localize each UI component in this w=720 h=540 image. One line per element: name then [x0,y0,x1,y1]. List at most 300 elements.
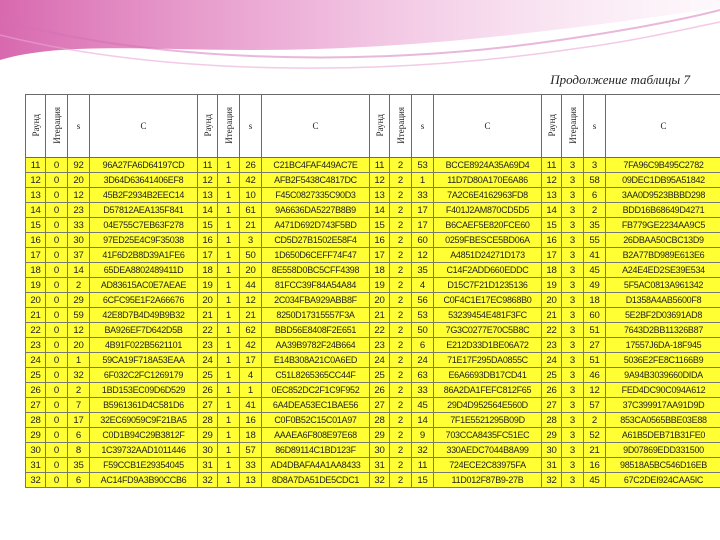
round-cell: 29 [542,428,562,443]
c-cell: FB779GE2234AA9C5 [606,218,720,233]
round-cell: 26 [542,383,562,398]
c-cell: 7643D2BB11326B87 [606,323,720,338]
round-cell: 32 [26,473,46,488]
s-cell: 17 [412,203,434,218]
iteration-cell: 0 [46,308,68,323]
s-cell: 2 [68,383,90,398]
s-cell: 50 [240,248,262,263]
iteration-cell: 2 [390,398,412,413]
s-cell: 59 [68,308,90,323]
table-row [26,278,720,293]
iteration-cell: 0 [46,188,68,203]
iteration-cell: 1 [218,338,240,353]
s-cell: 56 [412,293,434,308]
table-row [26,308,720,323]
s-cell: 51 [584,353,606,368]
s-cell: 30 [68,233,90,248]
iteration-cell: 0 [46,278,68,293]
round-header-label: Раунд [202,113,213,137]
round-cell: 16 [198,233,218,248]
iteration-cell: 2 [390,443,412,458]
iteration-cell: 2 [390,293,412,308]
round-cell: 23 [26,338,46,353]
round-header-1 [26,95,46,158]
iteration-cell: 2 [390,368,412,383]
data-table-container [25,94,707,518]
c-cell: 5E2BF2D03691AD8 [606,308,720,323]
s-cell: 41 [240,398,262,413]
iteration-cell: 2 [390,383,412,398]
iteration-cell: 1 [218,263,240,278]
iteration-cell: 2 [390,323,412,338]
round-cell: 27 [542,398,562,413]
iteration-cell: 2 [390,308,412,323]
iteration-header-label: Итерация [395,106,406,144]
round-cell: 22 [198,323,218,338]
iteration-cell: 0 [46,458,68,473]
c-cell: 37C399917AA91D9D [606,398,720,413]
s-cell: 2 [68,278,90,293]
iteration-cell: 1 [218,293,240,308]
round-cell: 21 [26,308,46,323]
round-cell: 32 [370,473,390,488]
iteration-cell: 3 [562,203,584,218]
iteration-cell: 3 [562,353,584,368]
s-cell: 13 [240,473,262,488]
s-cell: 21 [240,308,262,323]
round-cell: 30 [542,443,562,458]
c-cell: 41F6D2B8D39A1FE6 [90,248,198,263]
s-cell: 37 [68,248,90,263]
round-cell: 25 [370,368,390,383]
c-cell: C21BC4FAF449AC7E [262,158,370,173]
s-cell: 9 [412,428,434,443]
round-cell: 23 [198,338,218,353]
s-cell: 17 [68,413,90,428]
round-cell: 21 [542,308,562,323]
c-cell: A61B5DEB71B31FE0 [606,428,720,443]
s-cell: 8 [68,443,90,458]
table-row [26,218,720,233]
s-cell: 4 [412,278,434,293]
s-cell: 92 [68,158,90,173]
iteration-cell: 2 [390,233,412,248]
round-cell: 31 [198,458,218,473]
round-cell: 15 [370,218,390,233]
iteration-cell: 1 [218,248,240,263]
table-row [26,353,720,368]
table-row [26,173,720,188]
iteration-cell: 0 [46,353,68,368]
iteration-cell: 1 [218,158,240,173]
round-cell: 25 [542,368,562,383]
c-cell: AD4DBAFA4A1AA8433 [262,458,370,473]
c-cell: 6A4DEA53EC1BAE56 [262,398,370,413]
round-cell: 22 [370,323,390,338]
table-caption: Продолжение таблицы 7 [550,72,690,87]
iteration-cell: 1 [218,443,240,458]
c-cell: 11D012F87B9-27B [434,473,542,488]
iteration-cell: 3 [562,458,584,473]
round-cell: 23 [370,338,390,353]
c-cell: 04E755C7EB63F278 [90,218,198,233]
round-cell: 14 [198,203,218,218]
table-header-row [26,95,720,158]
c-cell: 0259FBESCE5BD06A [434,233,542,248]
c-cell: 71E17F295DA0855C [434,353,542,368]
iteration-cell: 3 [562,308,584,323]
iteration-cell: 3 [562,398,584,413]
round-cell: 24 [26,353,46,368]
round-cell: 12 [542,173,562,188]
s-cell: 27 [584,338,606,353]
round-cell: 19 [370,278,390,293]
c-cell: 0EC852DC2F1C9F952 [262,383,370,398]
iteration-cell: 0 [46,218,68,233]
s-cell: 44 [240,278,262,293]
table-row [26,368,720,383]
round-cell: 16 [542,233,562,248]
round-cell: 22 [26,323,46,338]
iteration-cell: 3 [562,248,584,263]
round-cell: 16 [26,233,46,248]
s-cell: 17 [240,353,262,368]
s-cell: 63 [412,368,434,383]
round-cell: 27 [198,398,218,413]
round-cell: 11 [26,158,46,173]
round-cell: 23 [542,338,562,353]
s-cell: 4 [240,368,262,383]
s-cell: 42 [240,338,262,353]
iteration-header-1 [46,95,68,158]
c-cell: 853CA0565BBE03E88 [606,413,720,428]
iteration-header-label: Итерация [567,106,578,144]
iteration-cell: 3 [562,383,584,398]
table-row [26,413,720,428]
round-cell: 27 [26,398,46,413]
iteration-cell: 0 [46,413,68,428]
s-cell: 49 [584,278,606,293]
s-cell: 35 [412,263,434,278]
c-cell: C0F0B52C15C01A97 [262,413,370,428]
c-cell: 724ECE2C83975FA [434,458,542,473]
table-row [26,443,720,458]
s-cell: 29 [68,293,90,308]
iteration-cell: 1 [218,413,240,428]
round-cell: 18 [370,263,390,278]
round-cell: 19 [26,278,46,293]
round-cell: 12 [370,173,390,188]
iteration-cell: 0 [46,293,68,308]
iteration-cell: 1 [218,188,240,203]
c-header-1: C [90,95,198,158]
round-cell: 13 [370,188,390,203]
s-cell: 16 [240,413,262,428]
iteration-cell: 0 [46,323,68,338]
s-cell: 50 [412,323,434,338]
s-cell: 20 [68,338,90,353]
c-cell: 53239454E481F3FC [434,308,542,323]
round-cell: 13 [198,188,218,203]
s-cell: 60 [584,308,606,323]
c-cell: AC14FD9A3B90CCB6 [90,473,198,488]
c-cell: A24E4ED2SE39E534 [606,263,720,278]
round-cell: 28 [370,413,390,428]
iteration-cell: 3 [562,188,584,203]
iteration-cell: 0 [46,338,68,353]
s-cell: 55 [584,233,606,248]
iteration-header-3 [390,95,412,158]
c-cell: A471D692D743F5BD [262,218,370,233]
round-cell: 13 [26,188,46,203]
s-cell: 60 [412,233,434,248]
c-header-3: C [434,95,542,158]
s-cell: 45 [584,473,606,488]
iteration-cell: 2 [390,173,412,188]
s-cell: 42 [240,173,262,188]
iteration-cell: 0 [46,248,68,263]
iteration-cell: 3 [562,338,584,353]
round-cell: 17 [542,248,562,263]
c-cell: 1C39732AAD1011446 [90,443,198,458]
iteration-cell: 2 [390,413,412,428]
c-cell: AA39B9782F24B664 [262,338,370,353]
s-cell: 3 [240,233,262,248]
round-cell: 30 [26,443,46,458]
round-cell: 13 [542,188,562,203]
s-cell: 32 [412,443,434,458]
round-cell: 24 [198,353,218,368]
s-cell: 20 [68,173,90,188]
s-cell: 33 [412,188,434,203]
c-cell: 703CCA8435FC51EC [434,428,542,443]
iteration-cell: 1 [218,218,240,233]
s-cell: 53 [412,308,434,323]
iteration-cell: 3 [562,428,584,443]
s-header-3: s [412,95,434,158]
s-cell: 20 [240,263,262,278]
round-cell: 26 [26,383,46,398]
s-cell: 21 [240,218,262,233]
s-cell: 57 [240,443,262,458]
s-cell: 10 [240,188,262,203]
s-cell: 12 [412,248,434,263]
s-cell: 15 [412,473,434,488]
c-cell: 8E558D0BC5CFF4398 [262,263,370,278]
c-cell: A4851D24271D173 [434,248,542,263]
c-cell: D15C7F21D1235136 [434,278,542,293]
round-cell: 29 [370,428,390,443]
iteration-cell: 3 [562,218,584,233]
c-cell: C0D1B94C29B3812F [90,428,198,443]
s-cell: 6 [68,473,90,488]
table-row [26,203,720,218]
s-cell: 14 [68,263,90,278]
table-row [26,473,720,488]
c-cell: 96A27FA6D64197CD [90,158,198,173]
c-cell: 45B2F2934B2EEC14 [90,188,198,203]
round-cell: 28 [26,413,46,428]
iteration-cell: 1 [218,428,240,443]
c-cell: C51L8265365CC44F [262,368,370,383]
table-row [26,323,720,338]
iteration-cell: 0 [46,368,68,383]
iteration-cell: 3 [562,323,584,338]
iteration-cell: 0 [46,383,68,398]
s-cell: 3 [584,158,606,173]
c-cell: 65DEA8802489411D [90,263,198,278]
iteration-cell: 0 [46,173,68,188]
s-cell: 45 [584,263,606,278]
round-cell: 30 [198,443,218,458]
s-cell: 18 [584,293,606,308]
s-cell: 17 [412,218,434,233]
table-row [26,458,720,473]
s-cell: 2 [584,413,606,428]
iteration-cell: 2 [390,188,412,203]
s-cell: 35 [584,218,606,233]
round-cell: 11 [370,158,390,173]
c-cell: D57812AEA135F841 [90,203,198,218]
iteration-cell: 0 [46,233,68,248]
c-cell: CD5D27B1502E58F4 [262,233,370,248]
round-cell: 19 [198,278,218,293]
s-cell: 7 [68,398,90,413]
s-cell: 1 [68,353,90,368]
c-cell: 26DBAA50CBC13D9 [606,233,720,248]
s-cell: 52 [584,428,606,443]
c-cell: 9A6636DA5227B8B9 [262,203,370,218]
iteration-cell: 3 [562,413,584,428]
s-cell: 14 [412,413,434,428]
s-cell: 46 [584,368,606,383]
round-header-4 [542,95,562,158]
round-cell: 22 [542,323,562,338]
round-cell: 28 [198,413,218,428]
c-cell: 7G3C0277E70C5B8C [434,323,542,338]
s-cell: 6 [412,338,434,353]
c-header-2: C [262,95,370,158]
iteration-cell: 0 [46,428,68,443]
round-cell: 31 [542,458,562,473]
s-cell: 26 [240,158,262,173]
c-cell: 7F1E5521295B09D [434,413,542,428]
c-cell: 6F032C2FC1269179 [90,368,198,383]
iteration-cell: 1 [218,398,240,413]
table-row [26,188,720,203]
iteration-cell: 1 [218,458,240,473]
c-cell: 9D07869EDD331500 [606,443,720,458]
c-cell: AAAEA6F808E97E68 [262,428,370,443]
s-cell: 57 [584,398,606,413]
c-cell: 11D7D80A170E6A86 [434,173,542,188]
iteration-cell: 0 [46,158,68,173]
iteration-cell: 3 [562,158,584,173]
c-cell: F401J2AM870CD5D5 [434,203,542,218]
c-cell: D1358A4AB5600F8 [606,293,720,308]
s-cell: 53 [412,158,434,173]
iteration-cell: 2 [390,458,412,473]
s-cell: 12 [584,383,606,398]
round-cell: 20 [542,293,562,308]
c-cell: 32EC69059C9F21BA5 [90,413,198,428]
iteration-cell: 1 [218,368,240,383]
round-cell: 17 [370,248,390,263]
iteration-cell: 3 [562,263,584,278]
round-cell: 15 [198,218,218,233]
round-cell: 19 [542,278,562,293]
iteration-cell: 3 [562,473,584,488]
s-header-4: s [584,95,606,158]
iteration-cell: 0 [46,443,68,458]
round-header-label: Раунд [546,113,557,137]
iteration-header-label: Итерация [51,106,62,144]
round-header-label: Раунд [30,113,41,137]
round-cell: 26 [198,383,218,398]
iteration-cell: 1 [218,308,240,323]
round-cell: 25 [198,368,218,383]
c-cell: F59CCB1E29354045 [90,458,198,473]
c-cell: 5F5AC0813A961342 [606,278,720,293]
s-cell: 1 [240,383,262,398]
s-cell: 23 [68,203,90,218]
round-cell: 12 [198,173,218,188]
round-cell: 21 [198,308,218,323]
s-cell: 58 [584,173,606,188]
round-cell: 24 [542,353,562,368]
round-cell: 17 [26,248,46,263]
round-header-label: Раунд [374,113,385,137]
c-cell: E6A6693DB17CD41 [434,368,542,383]
c-cell: 5036E2FE8C1166B9 [606,353,720,368]
s-cell: 12 [68,323,90,338]
s-cell: 41 [584,248,606,263]
c-cell: 7A2C6E4162963FD8 [434,188,542,203]
table-row [26,338,720,353]
round-cell: 27 [370,398,390,413]
c-cell: 17557J6DA-18F945 [606,338,720,353]
c-cell: BCCE8924A35A69D4 [434,158,542,173]
c-cell: B6CAEF5E820FCE60 [434,218,542,233]
c-cell: 81FCC39F84A54A84 [262,278,370,293]
s-cell: 1 [412,173,434,188]
iteration-cell: 3 [562,368,584,383]
c-cell: AD83615AC0E7AEAE [90,278,198,293]
round-cell: 21 [370,308,390,323]
round-cell: 20 [26,293,46,308]
c-cell: 1BD153EC09D6D529 [90,383,198,398]
round-cell: 17 [198,248,218,263]
round-cell: 32 [198,473,218,488]
c-cell: 86D89114C1BD123F [262,443,370,458]
round-cell: 14 [542,203,562,218]
c-cell: 3D64D63641406EF8 [90,173,198,188]
s-cell: 51 [584,323,606,338]
table-row [26,398,720,413]
s-header-2: s [240,95,262,158]
round-cell: 18 [198,263,218,278]
round-cell: 11 [198,158,218,173]
iteration-header-2 [218,95,240,158]
c-cell: 97ED25E4C9F35038 [90,233,198,248]
c-cell: BBD56E8408F2E651 [262,323,370,338]
c-cell: 09DEC1DB95A51842 [606,173,720,188]
iteration-cell: 3 [562,278,584,293]
round-cell: 26 [370,383,390,398]
s-cell: 12 [240,293,262,308]
round-cell: 24 [370,353,390,368]
iteration-cell: 1 [218,173,240,188]
